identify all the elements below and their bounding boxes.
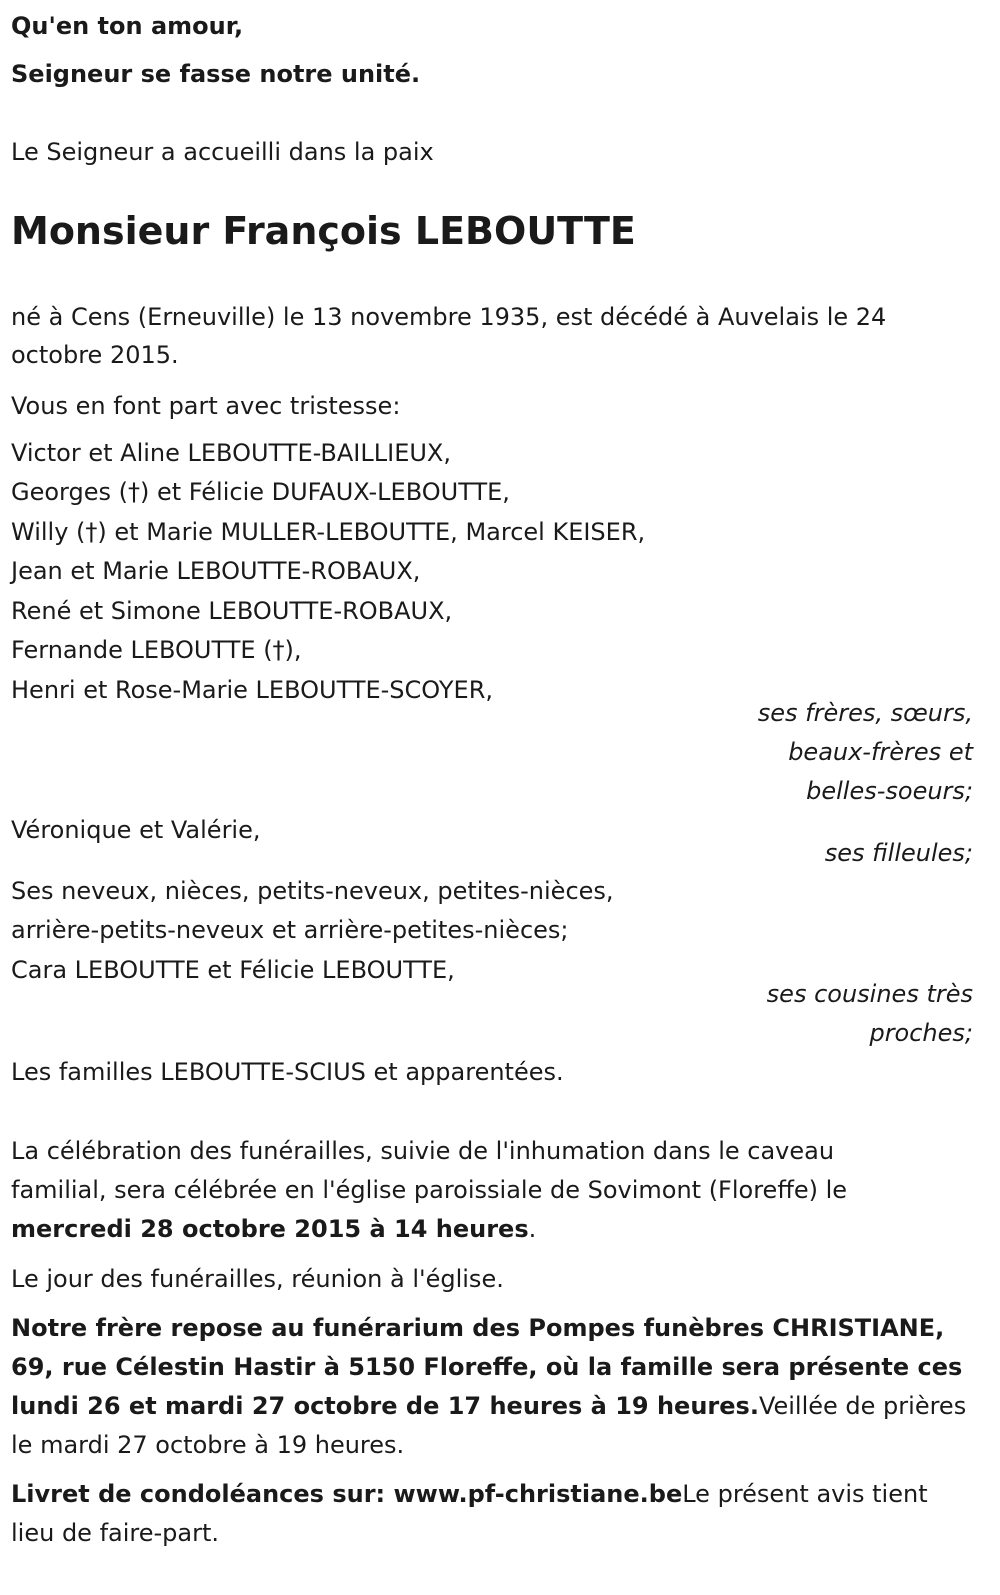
- rest-line-2: 69, rue Célestin Hastir à 5150 Floreffe, où la famille sera présente ces: [11, 1353, 963, 1381]
- birth-death-line-1: né à Cens (Erneuville) le 13 novembre 1935, est décédé à Auvelais le 24: [11, 303, 887, 331]
- family-line: Georges (†) et Félicie DUFAUX-LEBOUTTE,: [11, 478, 510, 506]
- condolences-line-2: lieu de faire-part.: [11, 1519, 220, 1547]
- godchildren: Véronique et Valérie,: [11, 816, 261, 844]
- birth-death-line-2: octobre 2015.: [11, 341, 179, 369]
- families: Les familles LEBOUTTE-SCIUS et apparentées.: [11, 1058, 564, 1086]
- ceremony-line-1: La célébration des funérailles, suivie de l'inhumation dans le caveau: [11, 1137, 835, 1165]
- intro-text: Le Seigneur a accueilli dans la paix: [11, 138, 434, 166]
- family-line: Fernande LEBOUTTE (†),: [11, 636, 302, 664]
- family-line: Jean et Marie LEBOUTTE-ROBAUX,: [11, 557, 421, 585]
- condolences-link[interactable]: Livret de condoléances sur: www.pf-christiane.be: [11, 1480, 683, 1508]
- ceremony-end: .: [528, 1215, 537, 1243]
- condolences-note: Le présent avis tient: [682, 1480, 928, 1508]
- ceremony-line-2: familial, sera célébrée en l'église paroissiale de Sovimont (Floreffe) le: [11, 1176, 848, 1204]
- siblings-role-line: beaux-frères et: [788, 738, 973, 766]
- ceremony-line-3: [11, 1210, 536, 1249]
- siblings-role-line: belles-soeurs;: [806, 777, 973, 805]
- vigil-text: Veillée de prières: [758, 1392, 967, 1420]
- siblings-role-line: ses frères, sœurs,: [757, 699, 973, 727]
- family-line: René et Simone LEBOUTTE-ROBAUX,: [11, 597, 453, 625]
- cousins-role-line: ses cousines très: [766, 980, 973, 1008]
- family-line: Henri et Rose-Marie LEBOUTTE-SCOYER,: [11, 676, 494, 704]
- cousins: Cara LEBOUTTE et Félicie LEBOUTTE,: [11, 956, 455, 984]
- nephews-line-1: Ses neveux, nièces, petits-neveux, petites-nièces,: [11, 877, 614, 905]
- rest-line-4: le mardi 27 octobre à 19 heures.: [11, 1431, 405, 1459]
- ceremony-date: mercredi 28 octobre 2015 à 14 heures: [11, 1215, 529, 1243]
- nephews-line-2: arrière-petits-neveux et arrière-petites-nièces;: [11, 916, 569, 944]
- verse-line-1: Qu'en ton amour,: [11, 12, 244, 40]
- family-line: Willy (†) et Marie MULLER-LEBOUTTE, Marcel KEISER,: [11, 518, 646, 546]
- rest-line-3: [11, 1387, 966, 1426]
- meeting-text: Le jour des funérailles, réunion à l'église.: [11, 1265, 504, 1293]
- rest-hours: lundi 26 et mardi 27 octobre de 17 heures à 19 heures.: [11, 1392, 759, 1420]
- deceased-name: Monsieur François LEBOUTTE: [11, 209, 636, 253]
- cousins-role-line: proches;: [869, 1019, 973, 1047]
- godchildren-role: ses filleules;: [824, 839, 973, 867]
- condolences-line-1: [11, 1475, 928, 1514]
- announcement: Vous en font part avec tristesse:: [11, 392, 401, 420]
- family-line: Victor et Aline LEBOUTTE-BAILLIEUX,: [11, 439, 451, 467]
- rest-line-1: Notre frère repose au funérarium des Pompes funèbres CHRISTIANE,: [11, 1314, 945, 1342]
- verse-line-2: Seigneur se fasse notre unité.: [11, 60, 421, 88]
